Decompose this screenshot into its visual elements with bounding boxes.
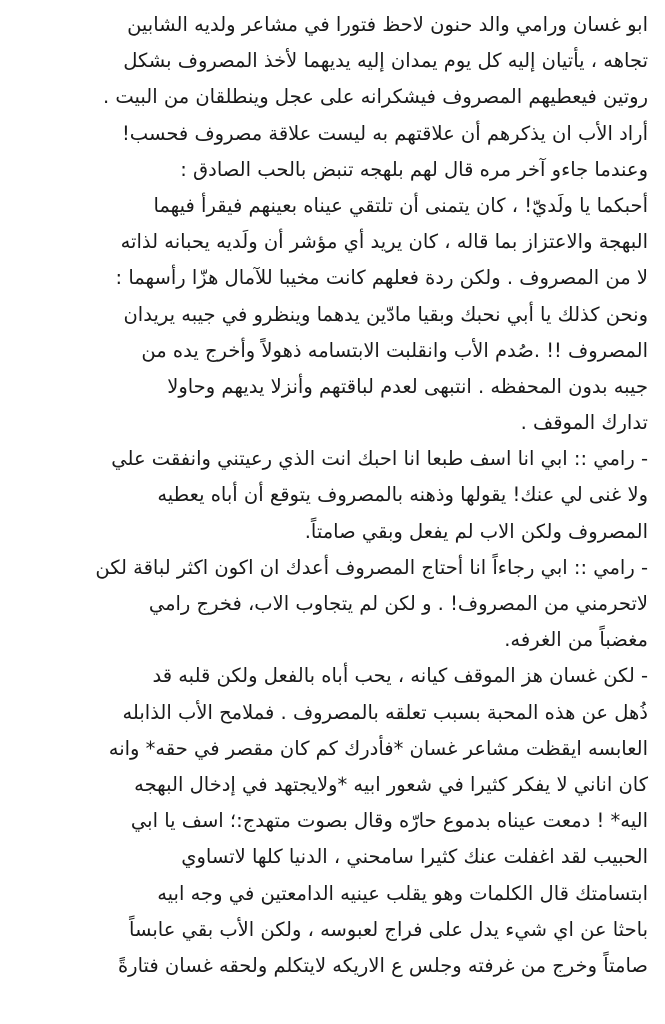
- text-line: أراد الأب ان يذكرهم أن علاقتهم به ليست علاقة مصروف فحسب!: [121, 121, 648, 145]
- text-line: - لكن غسان هز الموقف كيانه ، يحب أباه بالفعل ولكن قلبه قد: [152, 664, 648, 688]
- text-line: صامتاً وخرج من غرفته وجلس ع الاريكه لايتكلم ولحقه غسان فتارةً: [117, 953, 648, 977]
- text-line: ذُهل عن هذه المحبة بسبب تعلقه بالمصروف . فملامح الأب الذابله: [122, 700, 648, 724]
- text-line: ونحن كذلك يا أبي نحبك وبقيا مادّين يدهما وينظرو في جيبه يريدان: [123, 302, 648, 326]
- text-line: المصروف ولكن الاب لم يفعل وبقي صامتاً.: [304, 519, 648, 543]
- text-line: لا من المصروف . ولكن ردة فعلهم كانت مخيبا للآمال هزّا رأسهما :: [115, 266, 648, 290]
- text-line: أحبكما يا ولَديّ! ، كان يتمنى أن تلتقي عيناه بعينهم فيقرأ فيهما: [153, 193, 648, 217]
- text-line: تجاهه ، يأتيان إليه كل يوم يمدان إليه يديهما لأخذ المصروف بشكل: [123, 49, 648, 73]
- text-line: ابو غسان ورامي والد حنون لاحظ فتورا في مشاعر ولديه الشابين: [127, 13, 648, 36]
- text-line: جيبه بدون المحفظه . انتبهى لعدم لباقتهم وأنزلا يديهم وحاولا: [167, 374, 648, 398]
- story-text: [30, 7, 648, 984]
- text-line: روتين فيعطيهم المصروف فيشكرانه على عجل وينطلقان من البيت .: [102, 85, 648, 109]
- text-line: تدارك الموقف .: [520, 411, 648, 435]
- bottom-fade: [0, 1010, 665, 1024]
- text-line: - رامي :: ابي انا اسف طبعا انا احبك انت الذي رعيتني وانفقت علي: [111, 447, 648, 471]
- text-line: مغضباً من الغرفه.: [504, 628, 648, 652]
- text-line: لاتحرمني من المصروف! . و لكن لم يتجاوب الاب، فخرج رامي: [148, 592, 648, 615]
- text-line: اليه* ! دمعت عيناه بدموع حارّه وقال بصوت متهدج:؛ اسف يا ابي: [130, 809, 648, 833]
- text-line: وعندما جاءو آخر مره قال لهم بلهجه تنبض بالحب الصادق :: [180, 157, 648, 181]
- text-line: ابتسامتك قال الكلمات وهو يقلب عينيه الدامعتين في وجه ابيه: [157, 881, 648, 905]
- text-line: الحبيب لقد اغفلت عنك كثيرا سامحني ، الدنيا كلها لاتساوي: [181, 845, 648, 869]
- text-line: كان اناني لا يفكر كثيرا في شعور ابيه *ولايجتهد في إدخال البهجه: [134, 772, 648, 796]
- text-line: - رامي :: ابي رجاءاً انا أحتاج المصروف أعدك ان اكون اكثر لباقة لكن: [95, 555, 648, 579]
- text-line: المصروف !! .صُدم الأب وانقلبت الابتسامه ذهولاً وأخرج يده من: [141, 338, 648, 362]
- text-line: باحثا عن اي شيء يدل على فراج لعبوسه ، ولكن الأب بقي عابساً: [129, 917, 648, 941]
- text-line: البهجة والاعتزاز بما قاله ، كان يريد أي مؤشر أن ولَديه يحبانه لذاته: [120, 230, 648, 254]
- text-line: ولا غنى لي عنك! يقولها وذهنه بالمصروف يتوقع أن أباه يعطيه: [157, 483, 648, 507]
- text-line: العابسه ايقظت مشاعر غسان *فأدرك كم كان مقصر في حقه* وانه: [108, 736, 648, 760]
